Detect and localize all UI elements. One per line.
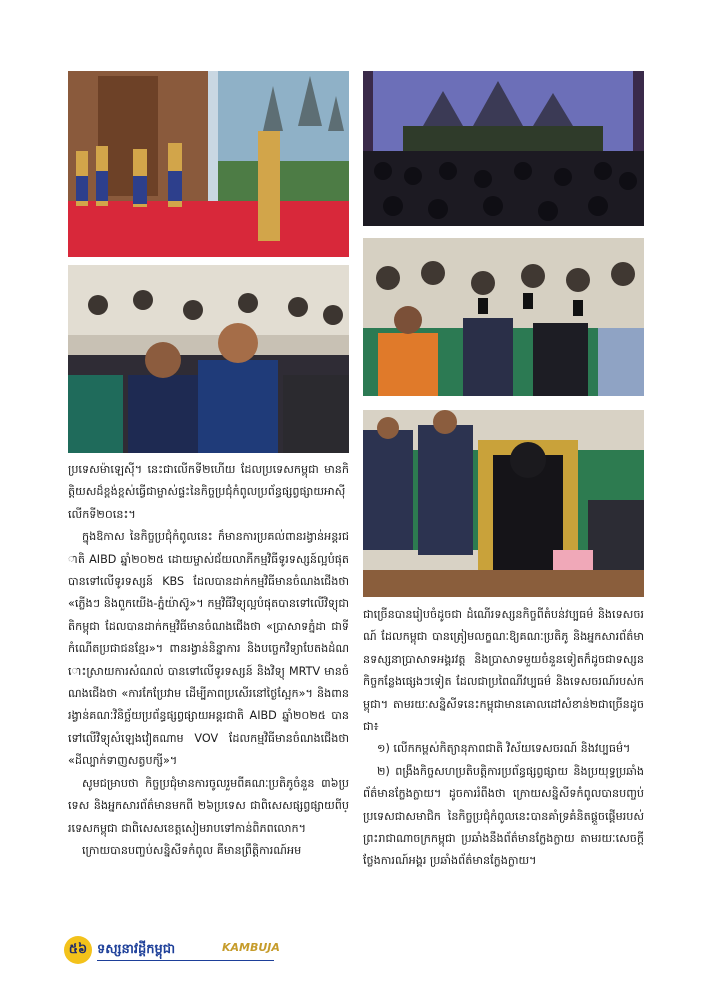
left-paragraph-3: សូមជម្រាបថា កិច្ចប្រជុំមានការចូលរួមពីគណៈប្រតិភូចំនួន ៣៦ប្រទេស និងអ្នកសារព័ត៌មានមកពី ២៦ប្រទេស ជាពិសេសផ្សព្វផ្សាយពីប្រទេសកម្ពុជា ជាពិសេសខេត្តសៀមរាបទៅកាន់ពិភពលោក។ xyxy=(68,776,349,835)
photo-delegates-seated xyxy=(68,265,349,453)
photo-audience-phones xyxy=(363,238,644,396)
photo-audience-angkor-screen xyxy=(363,71,644,226)
right-paragraph-1: ជាច្រើនបានរៀបចំដូចជា ដំណើរទស្សនកិច្ចពីតំបន់វប្បធម៌ និងទេសចរណ៍ ដែលកម្ពុជា បានត្រៀមលក្ខណៈឱ្យគណៈប្រតិភូ និងអ្នកសារព័ត៌មានទស្សនាប្រាសាទអង្គរវត្ត និងប្រាសាទមួយចំនួនទៀតក៏ដូចជាទស្សនកិច្ចកន្លែងផ្សេងៗទៀត ដែលជាប្រពៃណីវប្បធម៌ និងទេសចរណ៍របស់កម្ពុជា។ តាមរយៈសន្និសីទនេះកម្ពុជាមានគោលដៅសំខាន់២ជាច្រើនដូចជា៖ xyxy=(363,608,644,734)
left-paragraph-4: ក្រោយបានបញ្ចប់សន្និសីទកំពូល គឺមានព្រឹត្តិការណ៍អម xyxy=(82,843,302,857)
footer-underline xyxy=(97,960,274,961)
right-paragraph-2: ១) លើកកម្ពស់កិត្យានុភាពជាតិ វិស័យទេសចរណ៍ និងវប្បធម៌។ xyxy=(377,742,631,756)
page-number: ៥៦ xyxy=(64,936,92,964)
left-paragraph-1: ប្រទេសម៉ាឡេស៊ី។ នេះជាលើកទី២ហើយ ដែលប្រទេសកម្ពុជា មានកិត្តិយសដ៏ខ្ពង់ខ្ពស់ធ្វើជាម្ចាស់ផ្ទះនៃកិច្ចប្រជុំកំពូលប្រព័ន្ធផ្សព្វផ្សាយអាស៊ីលើកទី២០នេះ។ xyxy=(68,463,349,521)
photo-apsara-dance xyxy=(68,71,349,257)
magazine-brand: KAMBUJA xyxy=(222,941,280,954)
photo-guest-gold-chair xyxy=(363,410,644,597)
left-column-text xyxy=(68,459,349,862)
right-column-text xyxy=(363,604,644,873)
magazine-title: ទស្សនាវដ្តីកម្ពុជា xyxy=(97,942,176,957)
right-paragraph-3: ២) ពង្រឹងកិច្ចសហប្រតិបត្តិការប្រព័ន្ធផ្សព្វផ្សាយ និងប្រយុទ្ធប្រឆាំងព័ត៌មានក្លែងក្លាយ។ ដូចការរំពឹងថា ក្រោយសន្និសីទកំពូលបានបញ្ចប់ ប្រទេសជាសមាជិក នៃកិច្ចប្រជុំកំពូលនេះបានគាំទ្រគំនិតផ្តួចផ្តើមរបស់ព្រះរាជាណាចក្រកម្ពុជា ប្រឆាំងនឹងព័ត៌មានក្លែងក្លាយ តាមរយៈសេចក្តីថ្លែងការណ៍អង្គរ ប្រឆាំងព័ត៌មានក្លែងក្លាយ។ xyxy=(363,764,644,868)
left-paragraph-2: ក្នុងឱកាស នៃកិច្ចប្រជុំកំពូលនេះ ក៏មានការប្រគល់ពានរង្វាន់អន្តរជាតិ AIBD ឆ្នាំ២០២៥ ដោយម្ចាស់ជ័យលាភីកម្មវិធីទូរទស្សន៍ល្អបំផុត បានទៅលើទូរទស្សន៍ KBS ដែលបានដាក់កម្មវិធីមានចំណងជើងថា «ភ្លើងៗ និងពួកយើង-ភ្នំយ៉ាស៊ូ»។ កម្មវិធីវិទ្យុល្អបំផុតបានទៅលើវិទ្យុជាតិកម្ពុជា ដែលបានដាក់កម្មវិធីមានចំណងជើងថា «ប្រាសាទភ្នំដា ជាទីកំណើតប្រជាជនខ្មែរ»។ ពានរង្វាន់និន្នាការ និងបច្ចេកវិទ្យាបែតងដំណោះស្រាយការសំណល់ បានទៅលើទូរទស្សន៍ និងវិទ្យុ MRTV មានចំណងជើងថា «ការកែប្រែវាម ដើម្បីភាពប្រសើរនៅថ្ងៃស្អែក»។ និងពានរង្វាន់គណៈវិនិច្ឆ័យប្រព័ន្ធផ្សព្វផ្សាយអន្តរជាតិ AIBD ឆ្នាំ២០២៥ បានទៅលើវិទ្យុសំឡេងវៀតណាម VOV ដែលកម្មវិធីមានចំណងជើងថា «ដីល្បាក់ទាញសត្វបក្សី»។ xyxy=(68,530,349,768)
